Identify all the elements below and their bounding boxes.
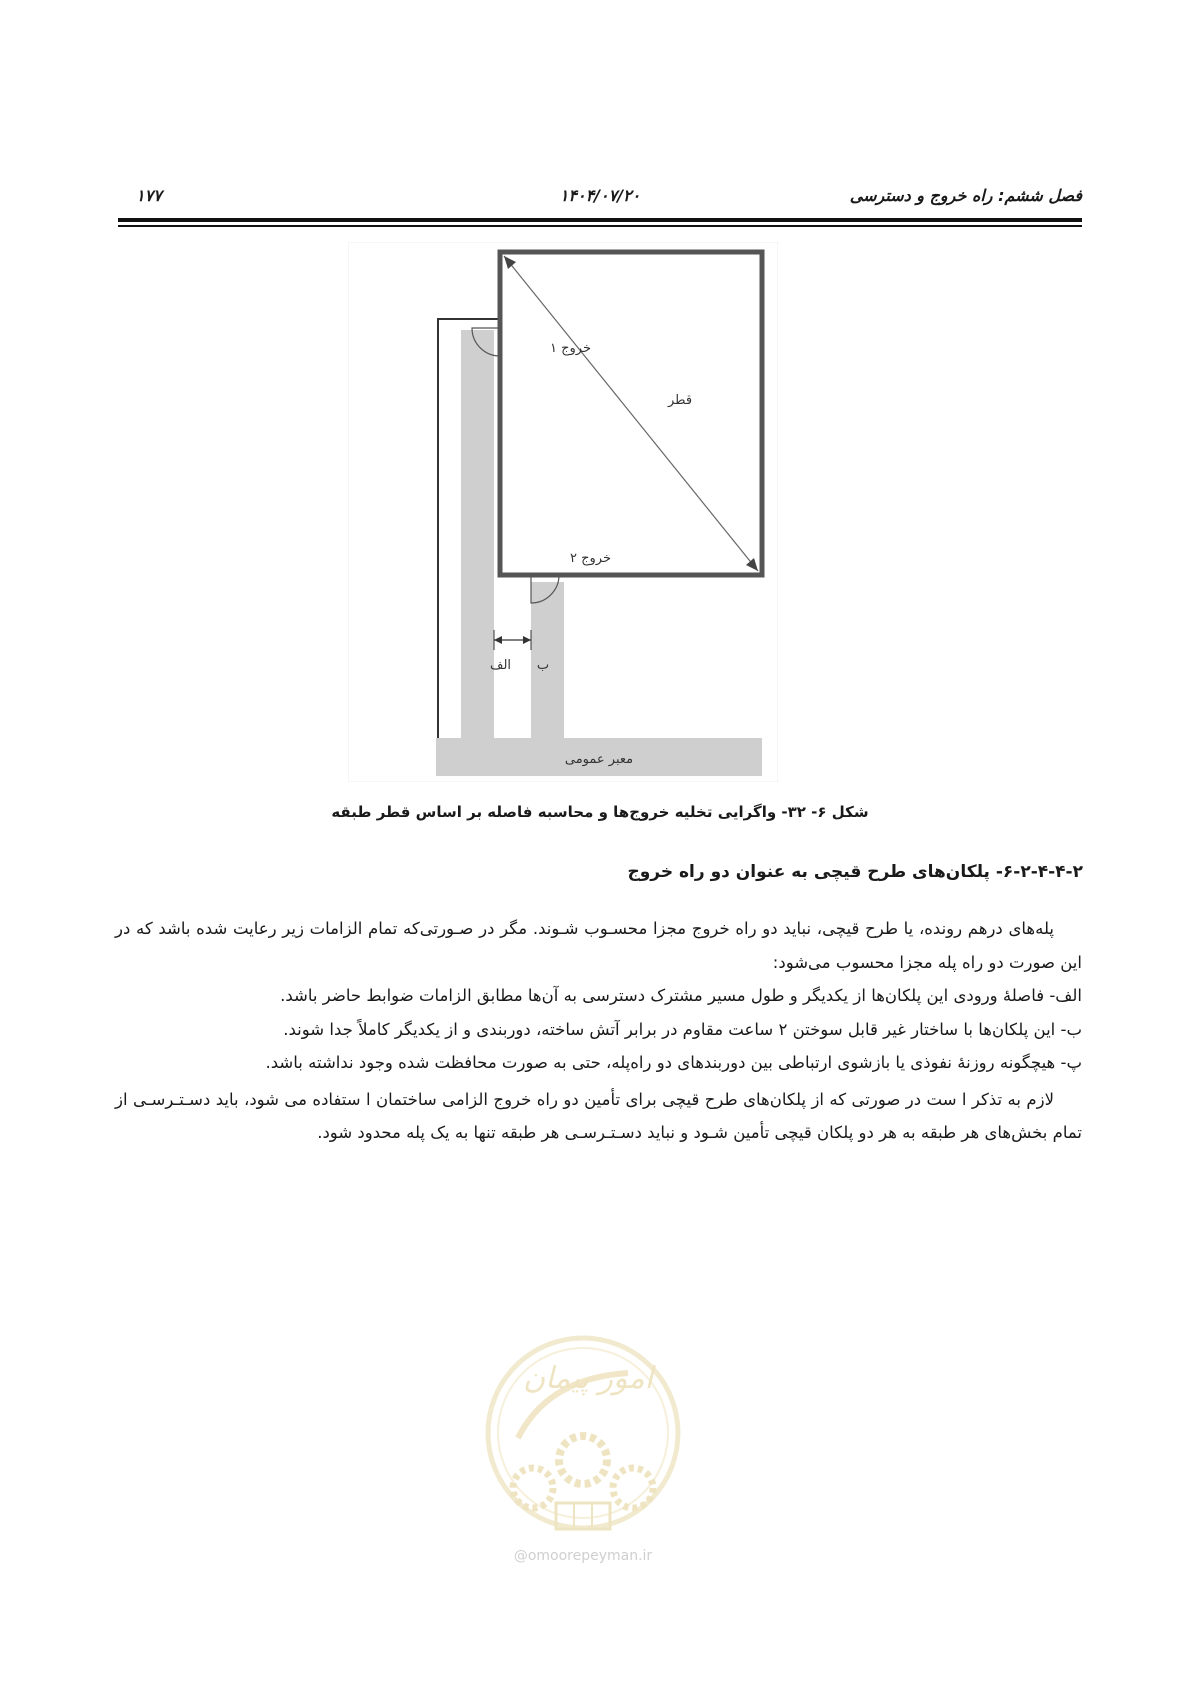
watermark-logo xyxy=(478,1318,688,1568)
header-rule-thick xyxy=(118,218,1082,222)
watermark-url: @omoorepeyman.ir xyxy=(513,1548,653,1564)
diameter-label: قطر xyxy=(668,393,693,408)
watermark-gear-center xyxy=(559,1436,607,1484)
paragraph-note: لازم به تذکر ا ست در صورتی که از پلکان‌های طرح قیچی برای تأمین دو راه خروج الزامی ساختمان ا ستفاده می شود، باید دسـتـرسـی از تمام بخش‌های هر طبقه به هر دو پلکان قیچی تأمین شـود و نباید دسـتـرسـی هر طبقه تنها به یک پله محدود شود. xyxy=(115,1089,1082,1142)
paragraph-intro: پله‌های درهم رونده، یا طرح قیچی، نباید دو راه خروج مجزا محسـوب شـوند. مگر در صـورتی‌که تمام الزامات زیر رعایت شده باشد که در این صورت دو راه پله مجزا محسوب می‌شود: xyxy=(115,919,1082,972)
chapter-title: فصل ششم: راه خروج و دسترسی xyxy=(849,186,1082,205)
corridor-alef xyxy=(461,330,494,738)
section-title: ۶-۲-۴-۴-۲- پلکان‌های طرح قیچی به عنوان دو راه خروج xyxy=(627,862,1083,882)
header-date: ۱۴۰۴/۰۷/۲۰ xyxy=(559,186,641,205)
body-text xyxy=(115,912,1082,1150)
page-number: ۱۷۷ xyxy=(136,186,162,205)
header-rule-thin xyxy=(118,225,1082,227)
list-item-alef: الف- فاصلهٔ ورودی این پلکان‌ها از یکدیگر و طول مسیر مشترک دسترسی به آن‌ها مطابق الزامات ضوابط حاضر باشد. xyxy=(280,986,1082,1005)
exit2-label: خروج ۲ xyxy=(570,551,611,566)
page-header xyxy=(118,186,1082,208)
watermark-logo-text: امور پیمان xyxy=(523,1361,653,1396)
exit1-label: خروج ۱ xyxy=(550,341,591,356)
be-label: ب xyxy=(536,658,550,673)
alef-label: الف xyxy=(490,658,512,673)
figure-caption: شکل ۶- ۳۲- واگرایی تخلیه خروج‌ها و محاسبه فاصله بر اساس قطر طبقه xyxy=(331,803,869,821)
floor-diagram xyxy=(348,242,778,782)
public-way-label: معبر عمومی xyxy=(564,752,634,767)
list-item-pe: پ- هیچگونه روزنهٔ نفوذی یا بازشوی ارتباطی بین دوربندهای دو راه‌پله، حتی به صورت محافظت شده وجود نداشته باشد. xyxy=(265,1053,1082,1072)
list-item-be: ب- این پلکان‌ها با ساختار غیر قابل سوختن ۲ ساعت مقاوم در برابر آتش ساخته، دوربندی و از یکدیگر کاملاً جدا شوند. xyxy=(283,1019,1082,1039)
